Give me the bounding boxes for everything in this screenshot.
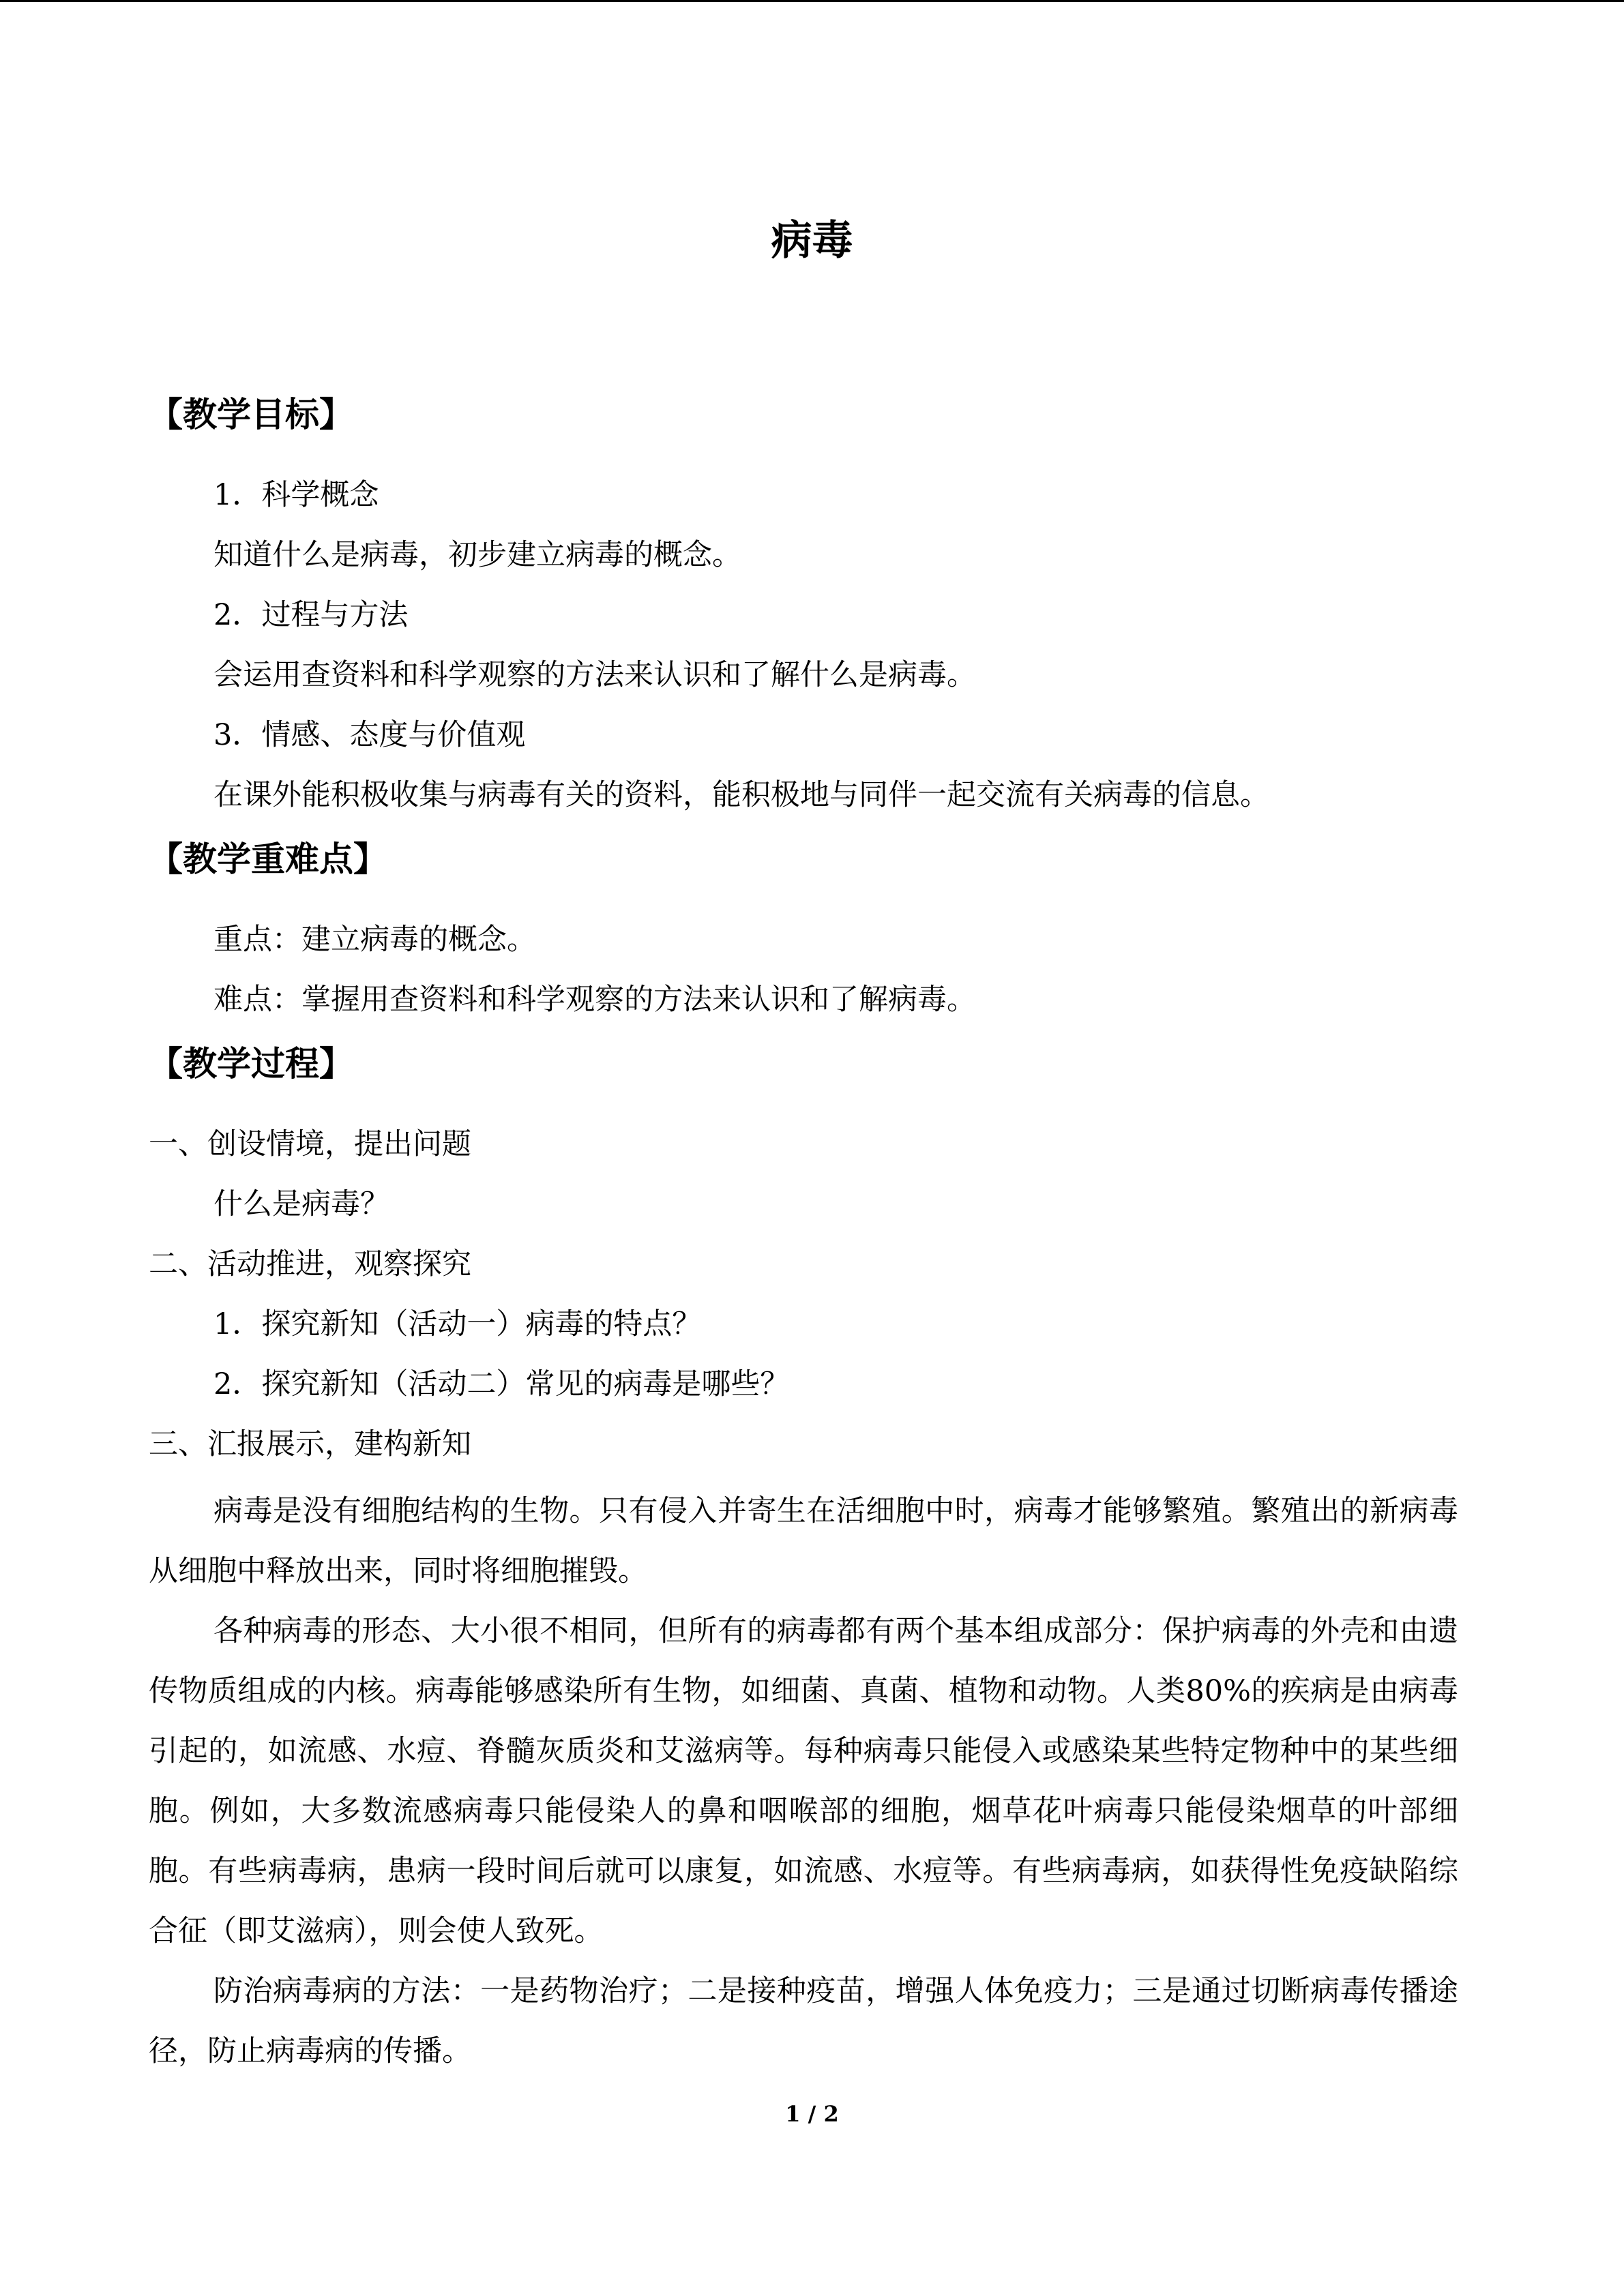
section-heading-goals: 【教学目标】 (149, 394, 353, 434)
goal-item-3: 2．过程与方法 (213, 598, 409, 632)
process-step-2-activity-2: 2．探究新知（活动二）常见的病毒是哪些？ (213, 1367, 790, 1401)
process-step-1: 一、创设情境，提出问题 (149, 1127, 471, 1161)
goal-item-4: 会运用查资料和科学观察的方法来认识和了解什么是病毒。 (213, 658, 976, 692)
process-paragraph-1: 病毒是没有细胞结构的生物。只有侵入并寄生在活细胞中时，病毒才能够繁殖。繁殖出的新病毒从细胞中释放出来，同时将细胞摧毁。 (149, 1494, 1458, 1588)
goal-item-2: 知道什么是病毒，初步建立病毒的概念。 (213, 538, 741, 572)
section-heading-process: 【教学过程】 (149, 1043, 353, 1084)
process-paragraph-3: 防治病毒病的方法：一是药物治疗；二是接种疫苗，增强人体免疫力；三是通过切断病毒传播途径，防止病毒病的传播。 (149, 1974, 1458, 2068)
section-heading-key-points: 【教学重难点】 (149, 839, 387, 879)
process-paragraph-2: 各种病毒的形态、大小很不相同，但所有的病毒都有两个基本组成部分：保护病毒的外壳和由遗传物质组成的内核。病毒能够感染所有生物，如细菌、真菌、植物和动物。人类80%的疾病是由病毒引起的，如流感、水痘、脊髓灰质炎和艾滋病等。每种病毒只能侵入或感染某些特定物种中的某些细胞。例如，大多数流感病毒只能侵染人的鼻和咽喉部的细胞，烟草花叶病毒只能侵染烟草的叶部细胞。有些病毒病，患病一段时间后就可以康复，如流感、水痘等。有些病毒病，如获得性免疫缺陷综合征（即艾滋病），则会使人致死。 (149, 1614, 1458, 1948)
page-title: 病毒 (771, 217, 853, 265)
page-number: 1 / 2 (785, 2101, 839, 2127)
key-point-item-1: 重点：建立病毒的概念。 (213, 923, 536, 957)
key-point-item-2: 难点：掌握用查资料和科学观察的方法来认识和了解病毒。 (213, 983, 976, 1017)
process-step-2-activity-1: 1．探究新知（活动一）病毒的特点？ (213, 1307, 702, 1341)
top-border-line (0, 0, 1624, 2)
process-step-1-question: 什么是病毒？ (213, 1187, 389, 1221)
goal-item-1: 1．科学概念 (213, 478, 379, 512)
process-step-2: 二、活动推进，观察探究 (149, 1247, 471, 1281)
goal-item-6: 在课外能积极收集与病毒有关的资料，能积极地与同伴一起交流有关病毒的信息。 (213, 778, 1269, 812)
process-step-3: 三、汇报展示，建构新知 (149, 1427, 471, 1461)
goal-item-5: 3．情感、态度与价值观 (213, 718, 526, 752)
